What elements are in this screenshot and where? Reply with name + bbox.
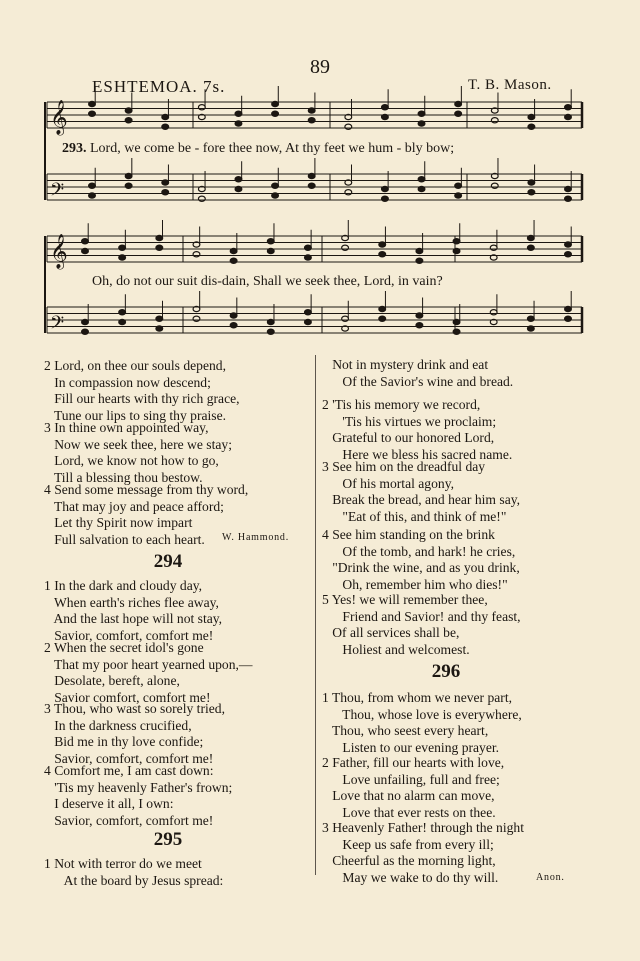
note-head (455, 101, 462, 106)
note-head (162, 114, 169, 119)
note-head (565, 105, 572, 110)
note-head (418, 121, 425, 126)
note-head (565, 316, 572, 321)
note-head (305, 319, 312, 324)
column-divider (315, 355, 316, 875)
note-head (527, 326, 534, 331)
note-head (345, 190, 352, 195)
note-head (416, 323, 423, 328)
verse-293-3: 3 In thine own appointed way, Now we seek thee, here we stay; Lord, we know not how to go, Till a blessing thou bestow. (44, 420, 232, 485)
note-head (272, 111, 279, 116)
note-head (82, 239, 89, 244)
note-head (379, 316, 386, 321)
note-head (230, 313, 237, 318)
note-head (565, 186, 572, 191)
note-head (453, 248, 460, 253)
note-head (565, 306, 572, 311)
note-head (455, 111, 462, 116)
note-head (527, 235, 534, 240)
tune-title: ESHTEMOA. 7s. (92, 77, 226, 96)
note-head (156, 326, 163, 331)
note-head (119, 310, 126, 315)
note-head (565, 114, 572, 119)
verse-295-5: 5 Yes! we will remember thee, Friend and Savior! and thy feast, Of all services shall be, Holiest and welcomest. (322, 592, 521, 657)
note-head (416, 313, 423, 318)
note-head (156, 245, 163, 250)
note-head (453, 239, 460, 244)
note-head (379, 252, 386, 257)
note-head (82, 248, 89, 253)
note-head (198, 105, 205, 110)
note-head (490, 310, 497, 315)
note-head (230, 258, 237, 263)
note-head (235, 186, 242, 191)
note-head (125, 183, 132, 188)
note-head (125, 118, 132, 123)
note-head (267, 319, 274, 324)
note-head (162, 190, 169, 195)
note-head (272, 183, 279, 188)
note-head (308, 173, 315, 178)
note-head (491, 118, 498, 123)
note-head (272, 101, 279, 106)
note-head (125, 108, 132, 113)
note-head (230, 323, 237, 328)
verse-295-4: 4 See him standing on the brink Of the tomb, and hark! he cries, "Drink the wine, and as you drink, Oh, remember him who dies!" (322, 527, 520, 592)
note-head (565, 196, 572, 201)
note-head (235, 111, 242, 116)
note-head (235, 177, 242, 182)
verse-294-4: 4 Comfort me, I am cast down: 'Tis my heavenly Father's frown; I deserve it all, I own: Savior, comfort, comfort me! (44, 763, 233, 828)
verse-293-2: 2 Lord, on thee our souls depend, In compassion now descend; Fill our hearts with thy rich grace, Tune our lips to sing thy praise. (44, 358, 240, 423)
hymn-number-293: 293. (62, 141, 87, 156)
note-head (527, 245, 534, 250)
note-head (193, 252, 200, 257)
note-head (119, 255, 126, 260)
verse-295-3: 3 See him on the dreadful day Of his mortal agony, Break the bread, and hear him say, "Eat of this, and think of me!" (322, 459, 521, 524)
note-head (119, 319, 126, 324)
note-head (382, 105, 389, 110)
note-head (416, 258, 423, 263)
verse-295-1-cont: Not in mystery drink and eat Of the Savior's wine and bread. (332, 357, 514, 389)
note-head (528, 114, 535, 119)
note-head (125, 173, 132, 178)
treble-clef-icon: 𝄞 (50, 234, 68, 269)
note-head (305, 245, 312, 250)
lyric-line-1: 293. Lord, we come be - fore thee now, At thy feet we hum - bly bow; (62, 141, 455, 156)
bass-clef-icon: 𝄢 (50, 313, 65, 338)
note-head (235, 121, 242, 126)
author-296: Anon. (536, 872, 565, 883)
hymn-number-294: 294 (153, 551, 183, 572)
composer-credit: T. B. Mason. (468, 77, 552, 93)
verse-296-1: 1 Thou, from whom we never part, Thou, whose love is everywhere, Thou, who seest every heart, Listen to our evening prayer. (322, 690, 522, 755)
note-head (82, 319, 89, 324)
hymn-number-296: 296 (431, 661, 461, 682)
note-head (156, 235, 163, 240)
note-head (89, 183, 96, 188)
note-head (89, 101, 96, 106)
verse-294-3: 3 Thou, who wast so sorely tried, In the darkness crucified, Bid me in thy love confide; Savior, comfort, comfort me! (44, 701, 225, 766)
note-head (453, 319, 460, 324)
note-head (418, 186, 425, 191)
note-head (267, 248, 274, 253)
note-head (382, 186, 389, 191)
verse-295-1: 1 Not with terror do we meet At the board by Jesus spread: (44, 856, 224, 888)
verse-296-2: 2 Father, fill our hearts with love, Love unfailing, full and free; Love that no alarm can move, Love that ever rests on thee. (322, 755, 505, 820)
note-head (455, 193, 462, 198)
note-head (453, 329, 460, 334)
note-head (308, 183, 315, 188)
note-head (162, 124, 169, 129)
note-head (82, 329, 89, 334)
note-head (490, 245, 497, 250)
note-head (230, 248, 237, 253)
note-head (455, 183, 462, 188)
note-head (198, 196, 205, 201)
note-head (345, 124, 352, 129)
note-head (267, 239, 274, 244)
note-head (89, 193, 96, 198)
note-head (156, 316, 163, 321)
note-head (565, 242, 572, 247)
note-head (382, 196, 389, 201)
note-head (528, 190, 535, 195)
verse-294-2: 2 When the secret idol's gone That my poor heart yearned upon,— Desolate, bereft, alone, Savior comfort, comfort me! (44, 640, 253, 705)
note-head (418, 111, 425, 116)
note-head (193, 316, 200, 321)
hymn-number-295: 295 (153, 829, 183, 850)
note-head (308, 118, 315, 123)
note-head (162, 180, 169, 185)
note-head (267, 329, 274, 334)
note-head (305, 310, 312, 315)
note-head (527, 316, 534, 321)
note-head (89, 111, 96, 116)
note-head (491, 183, 498, 188)
verse-294-1: 1 In the dark and cloudy day, When earth's riches flee away, And the last hope will not stay, Savior, comfort, comfort me! (44, 578, 223, 643)
treble-clef-icon: 𝄞 (50, 100, 68, 135)
note-head (379, 242, 386, 247)
note-head (418, 177, 425, 182)
verse-293-4: 4 Send some message from thy word, That may joy and peace afford; Let thy Spirit now impart Full salvation to each heart. (44, 482, 249, 547)
verse-295-2: 2 'Tis his memory we record, 'Tis his virtues we proclaim; Grateful to our honored Lord, Here we bless his sacred name. (322, 397, 513, 462)
note-head (382, 114, 389, 119)
lyric-line-2: Oh, do not our suit dis-dain, Shall we seek thee, Lord, in vain? (92, 274, 443, 289)
note-head (308, 108, 315, 113)
note-head (305, 255, 312, 260)
note-head (528, 180, 535, 185)
note-head (119, 245, 126, 250)
note-head (379, 306, 386, 311)
note-head (342, 245, 349, 250)
note-head (528, 124, 535, 129)
author-293: W. Hammond. (222, 532, 290, 543)
note-head (342, 316, 349, 321)
verse-296-3: 3 Heavenly Father! through the night Keep us safe from every ill; Cheerful as the morning light, May we wake to do thy will. (322, 820, 524, 885)
bass-clef-icon: 𝄢 (50, 180, 65, 205)
note-head (272, 193, 279, 198)
note-head (416, 248, 423, 253)
note-head (565, 252, 572, 257)
page-number: 89 (310, 56, 330, 78)
